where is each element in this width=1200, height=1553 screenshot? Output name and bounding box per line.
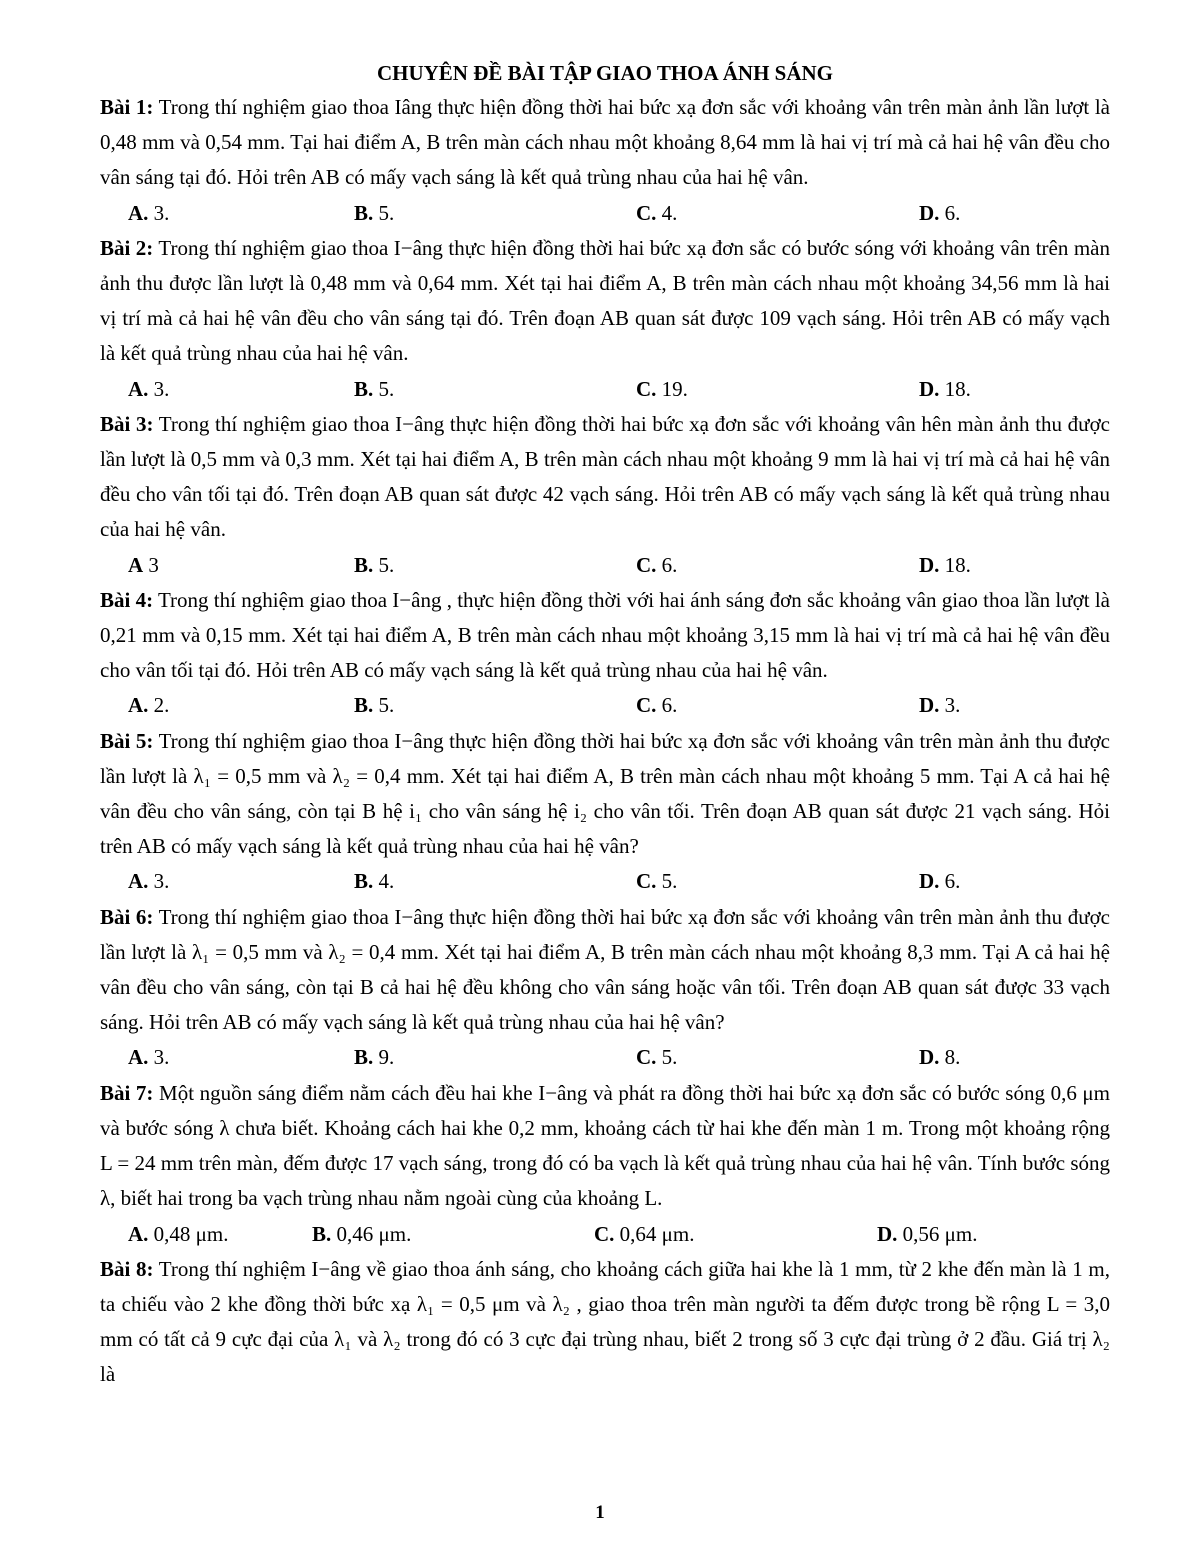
problem-label: Bài 4: — [100, 587, 154, 612]
problem-label: Bài 2: — [100, 235, 154, 260]
problem-5 — [100, 724, 1110, 865]
option-c: C. 6. — [636, 693, 678, 718]
option-d: D. 8. — [919, 1045, 961, 1070]
option-d: D. 6. — [919, 869, 961, 894]
problem-text: Trong thí nghiệm giao thoa I−âng thực hiện đồng thời hai bức xạ đơn sắc với khoảng vân trên màn ảnh thu được lần lượt là λ₁ = 0,5 mm và λ₂ = 0,4 mm. Xét tại hai điểm A, B trên màn cách nhau một khoảng 8,3 mm. Tại A cả hai hệ vân đều cho vân sáng, còn tại B cả hai hệ đều không cho vân sáng hoặc vân tối. Trên đoạn AB quan sát được 33 vạch sáng. Hỏi trên AB có mấy vạch sáng là kết quả trùng nhau của hai hệ vân? — [100, 904, 1110, 1035]
option-a: A. 2. — [128, 693, 170, 718]
problem-text: Một nguồn sáng điểm nằm cách đều hai khe I−âng và phát ra đồng thời hai bức xạ đơn sắc có bước sóng 0,6 μm và bước sóng λ chưa biết. Khoảng cách hai khe 0,2 mm, khoảng cách từ hai khe đến màn 1 m. Trong một khoảng rộng L = 24 mm trên màn, đếm được 17 vạch sáng, trong đó có ba vạch là kết quả trùng nhau của hai hệ vân. Tính bước sóng λ, biết hai trong ba vạch trùng nhau nằm ngoài cùng của khoảng L. — [100, 1080, 1110, 1211]
option-b: B. 4. — [354, 869, 395, 894]
page-number: 1 — [595, 1502, 605, 1523]
answer-options — [100, 688, 1110, 723]
problem-text: Trong thí nghiệm giao thoa Iâng thực hiện đồng thời hai bức xạ đơn sắc với khoảng vân trên màn ảnh lần lượt là 0,48 mm và 0,54 mm. Tại hai điểm A, B trên màn cách nhau một khoảng 8,64 mm là hai vị trí mà cả hai hệ vân đều cho vân sáng tại đó. Hỏi trên AB có mấy vạch sáng là kết quả trùng nhau của hai hệ vân. — [100, 95, 1110, 190]
problem-label: Bài 6: — [100, 904, 154, 929]
problem-label: Bài 8: — [100, 1256, 154, 1281]
option-d: D. 6. — [919, 200, 961, 225]
option-b: B. 5. — [354, 376, 395, 401]
answer-options — [100, 1217, 1110, 1252]
problem-text: Trong thí nghiệm I−âng về giao thoa ánh sáng, cho khoảng cách giữa hai khe là 1 mm, từ 2 khe đến màn là 1 m, ta chiếu vào 2 khe đồng thời bức xạ λ₁ = 0,5 μm và λ₂ , giao thoa trên màn người ta đếm được trong bề rộng L = 3,0 mm có tất cả 9 cực đại của λ₁ và λ₂ trong đó có 3 cực đại trùng nhau, biết 2 trong số 3 cực đại trùng ở 2 đầu. Giá trị λ₂ là — [100, 1256, 1110, 1387]
problem-7 — [100, 1076, 1110, 1217]
problem-8 — [100, 1252, 1110, 1393]
answer-options — [100, 548, 1110, 583]
option-d: D. 3. — [919, 693, 961, 718]
document-page — [100, 58, 1110, 1393]
problem-label: Bài 3: — [100, 411, 154, 436]
option-d: D. 18. — [919, 552, 971, 577]
problem-4 — [100, 583, 1110, 689]
option-a: A. 0,48 μm. — [128, 1221, 229, 1246]
page-title: CHUYÊN ĐỀ BÀI TẬP GIAO THOA ÁNH SÁNG — [376, 61, 834, 85]
option-b: B. 0,46 μm. — [312, 1221, 412, 1246]
option-d: D. 0,56 μm. — [877, 1221, 978, 1246]
problem-label: Bài 1: — [100, 95, 154, 119]
option-a: A. 3. — [128, 200, 170, 225]
option-a: A. 3. — [128, 376, 170, 401]
answer-options — [100, 864, 1110, 899]
option-c: C. 5. — [636, 1045, 678, 1070]
option-a: A 3 — [128, 552, 159, 577]
option-a: A. 3. — [128, 869, 170, 894]
option-c: C. 0,64 μm. — [594, 1221, 695, 1246]
problem-text: Trong thí nghiệm giao thoa I−âng thực hiện đồng thời hai bức xạ đơn sắc với khoảng vân trên màn ảnh thu được lần lượt là λ₁ = 0,5 mm và λ₂ = 0,4 mm. Xét tại hai điểm A, B trên màn cách nhau một khoảng 5 mm. Tại A cả hai hệ vân đều cho vân sáng, còn tại B hệ i₁ cho vân sáng hệ i₂ cho vân tối. Trên đoạn AB quan sát được 21 vạch sáng. Hỏi trên AB có mấy vạch sáng là kết quả trùng nhau của hai hệ vân? — [100, 728, 1110, 859]
option-c: C. 4. — [636, 200, 678, 225]
option-b: B. 5. — [354, 693, 395, 718]
answer-options — [100, 196, 1110, 231]
problem-label: Bài 5: — [100, 728, 154, 753]
problem-2 — [100, 231, 1110, 372]
problem-6 — [100, 900, 1110, 1041]
option-b: B. 9. — [354, 1045, 395, 1070]
problem-text: Trong thí nghiệm giao thoa I−âng , thực hiện đồng thời với hai ánh sáng đơn sắc khoảng vân giao thoa lần lượt là 0,21 mm và 0,15 mm. Xét tại hai điểm A, B trên màn cách nhau một khoảng 3,15 mm là hai vị trí mà cả hai hệ vân đều cho vân tối tại đó. Hỏi trên AB có mấy vạch sáng là kết quả trùng nhau của hai hệ vân. — [100, 587, 1110, 683]
option-a: A. 3. — [128, 1045, 170, 1070]
problem-label: Bài 7: — [100, 1080, 154, 1105]
option-c: C. 5. — [636, 869, 678, 894]
option-c: C. 19. — [636, 376, 688, 401]
problem-text: Trong thí nghiệm giao thoa I−âng thực hiện đồng thời hai bức xạ đơn sắc có bước sóng với khoảng vân trên màn ảnh thu được lần lượt là 0,48 mm và 0,64 mm. Xét tại hai điểm A, B trên màn cách nhau một khoảng 34,56 mm là hai vị trí mà cả hai hệ vân đều cho vân sáng tại đó. Trên đoạn AB quan sát được 109 vạch sáng. Hỏi trên AB có mấy vạch là kết quả trùng nhau của hai hệ vân. — [100, 235, 1110, 366]
option-c: C. 6. — [636, 552, 678, 577]
option-d: D. 18. — [919, 376, 971, 401]
problem-3 — [100, 407, 1110, 548]
problem-text: Trong thí nghiệm giao thoa I−âng thực hiện đồng thời hai bức xạ đơn sắc với khoảng vân hên màn ảnh thu được lần lượt là 0,5 mm và 0,3 mm. Xét tại hai điểm A, B trên màn cách nhau một khoảng 9 mm là hai vị trí mà cả hai hệ vân đều cho vân tối tại đó. Trên đoạn AB quan sát được 42 vạch sáng. Hỏi trên AB có mấy vạch sáng là kết quả trùng nhau của hai hệ vân. — [100, 411, 1110, 542]
option-b: B. 5. — [354, 200, 395, 225]
option-b: B. 5. — [354, 552, 395, 577]
answer-options — [100, 372, 1110, 407]
answer-options — [100, 1040, 1110, 1075]
problem-1 — [100, 90, 1110, 196]
